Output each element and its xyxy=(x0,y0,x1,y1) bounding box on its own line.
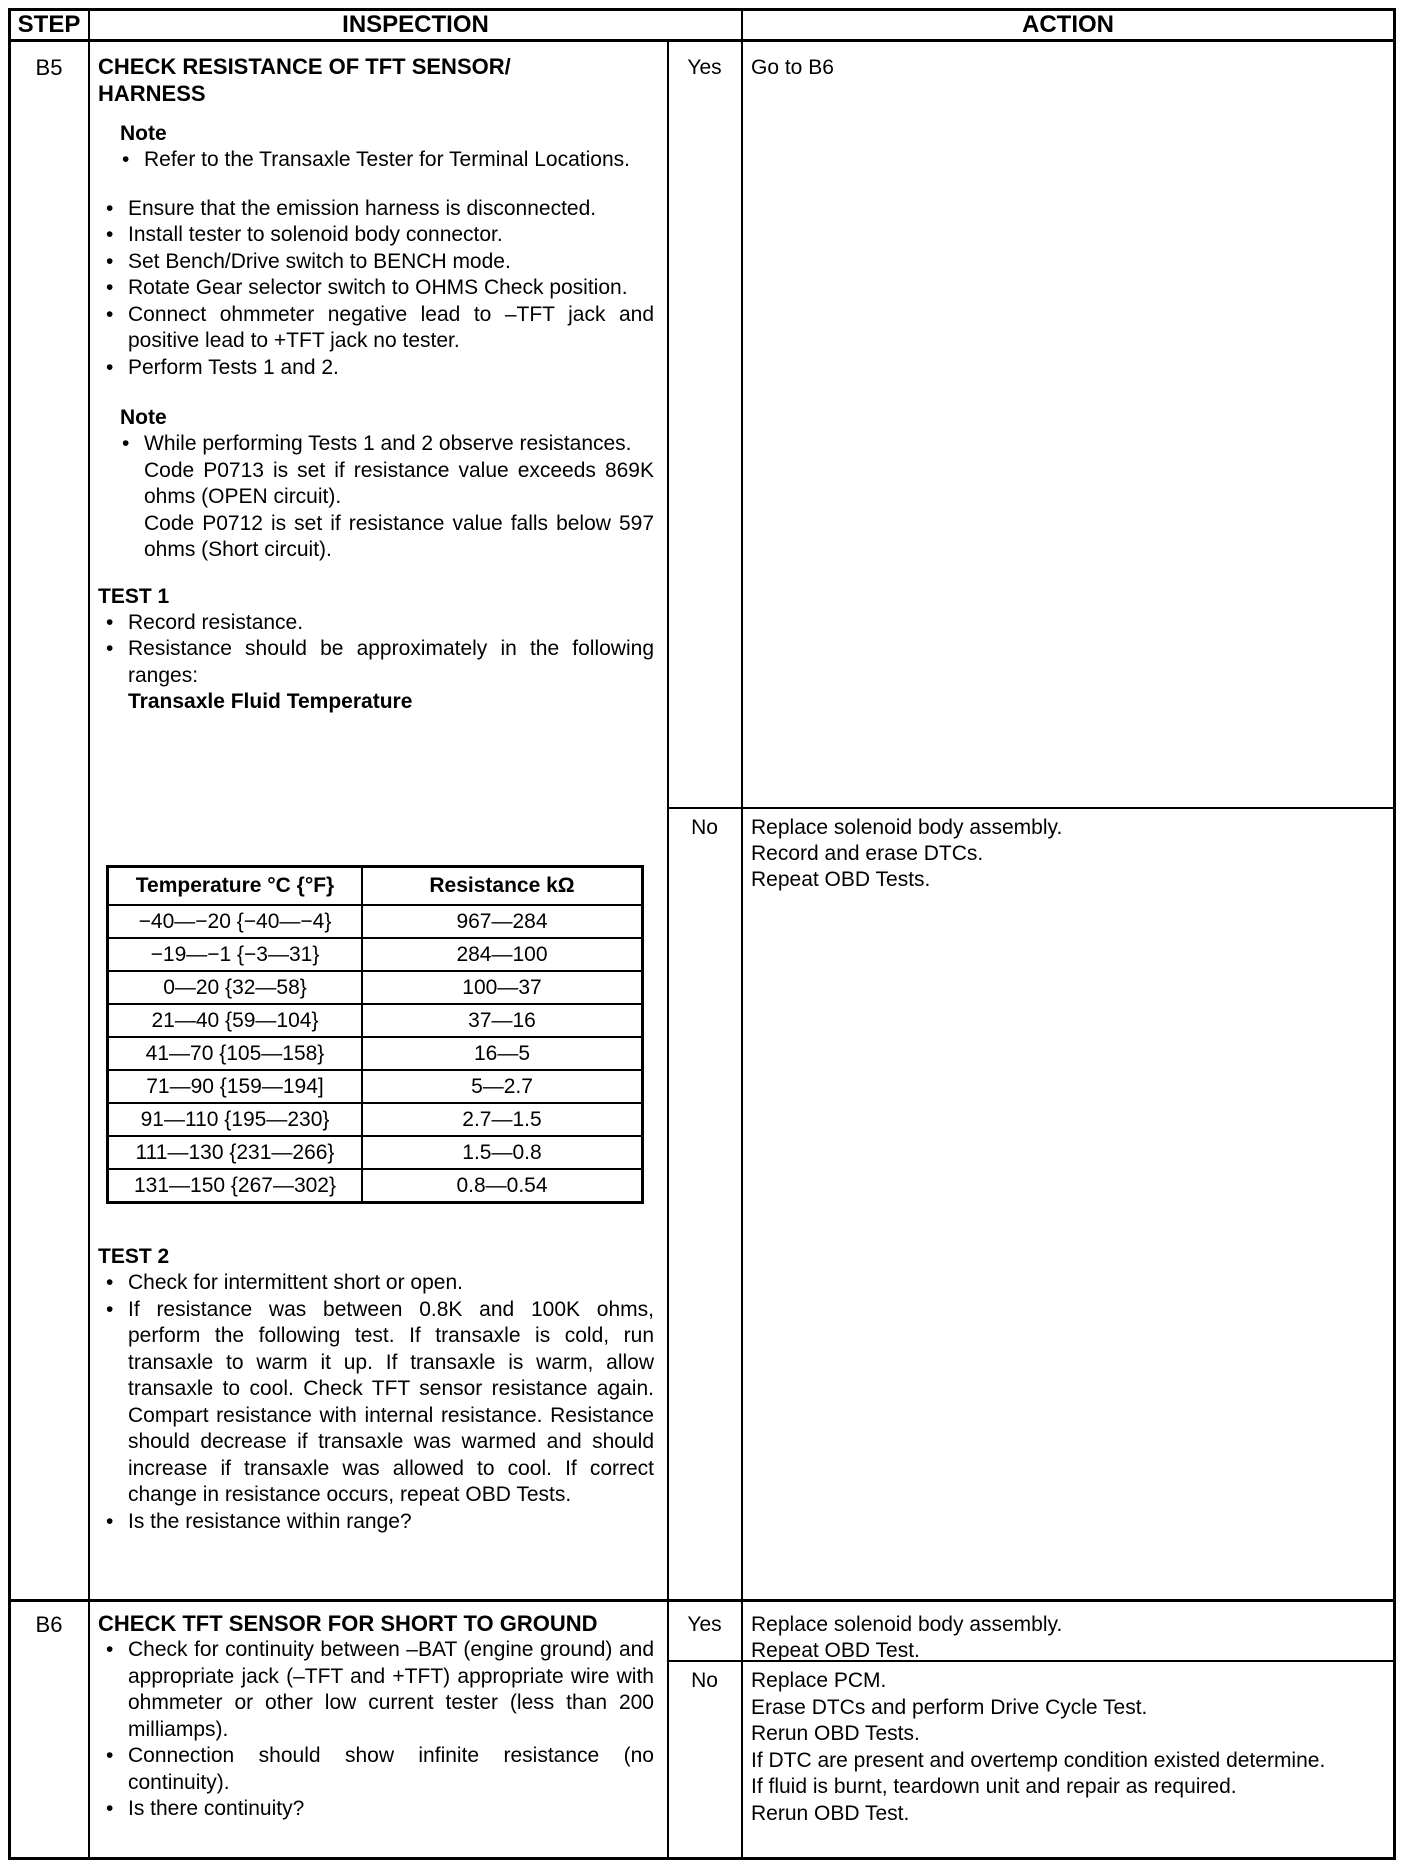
table-row xyxy=(108,905,643,938)
table-border-right xyxy=(1393,8,1396,1860)
b6-list xyxy=(98,1637,654,1823)
table-border-bottom xyxy=(8,1857,1396,1860)
b6-yes-action xyxy=(751,1612,1381,1664)
b5-title-line1: CHECK RESISTANCE OF TFT SENSOR/ xyxy=(98,54,511,79)
header-inspection: INSPECTION xyxy=(342,11,489,38)
action-line: If fluid is burnt, teardown unit and repair as required. xyxy=(751,1775,1237,1798)
list-item: • Check for intermittent short or open. xyxy=(98,1270,654,1297)
note-title: Note xyxy=(120,406,167,429)
note2-text: • While performing Tests 1 and 2 observe resistances. xyxy=(144,432,632,455)
note2-list xyxy=(120,431,654,564)
column-divider-step xyxy=(88,8,90,1860)
table-cell: 131—150 {267—302} xyxy=(108,1169,363,1203)
table-cell: 1.5—0.8 xyxy=(362,1136,643,1169)
list-item: • Record resistance. xyxy=(98,610,654,637)
action-line: Replace solenoid body assembly. xyxy=(751,816,1063,839)
b6-inspection xyxy=(98,1610,654,1823)
action-line: Repeat OBD Tests. xyxy=(751,868,931,891)
table-cell: 91—110 {195—230} xyxy=(108,1103,363,1136)
row-divider-b5-b6 xyxy=(8,1599,1396,1602)
list-item: • Install tester to solenoid body connector. xyxy=(98,222,654,249)
list-item: • Connection should show infinite resistance (no continuity). xyxy=(98,1743,654,1796)
note-title: Note xyxy=(120,122,167,145)
table-row xyxy=(108,1004,643,1037)
b5-note2 xyxy=(98,405,654,564)
list-item: • Is the resistance within range? xyxy=(98,1509,654,1536)
note2-item xyxy=(120,431,654,564)
list-item: • Ensure that the emission harness is disconnected. xyxy=(98,196,654,223)
list-item: • Rotate Gear selector switch to OHMS Check position. xyxy=(98,275,654,302)
table-cell: 16—5 xyxy=(362,1037,643,1070)
column-header-temperature: Temperature °C {°F} xyxy=(108,867,363,906)
table-border-left xyxy=(8,8,11,1860)
action-line: Record and erase DTCs. xyxy=(751,842,984,865)
b6-no-action xyxy=(751,1668,1383,1827)
table-cell: 111—130 {231—266} xyxy=(108,1136,363,1169)
table-row xyxy=(108,1169,643,1203)
table-cell: −40—−20 {−40—−4} xyxy=(108,905,363,938)
action-line: If DTC are present and overtemp condition existed determine. xyxy=(751,1748,1326,1772)
b5-test1 xyxy=(98,584,654,716)
note1-list xyxy=(120,147,654,174)
b6-no-label: No xyxy=(691,1669,718,1692)
b5-no-label: No xyxy=(691,816,718,839)
list-item: • Connect ohmmeter negative lead to –TFT jack and positive lead to +TFT jack no tester. xyxy=(98,302,654,355)
b5-title xyxy=(98,53,654,107)
step-b6: B6 xyxy=(35,1612,63,1637)
column-divider-inspection xyxy=(741,8,743,1860)
table-row xyxy=(108,971,643,1004)
b5-yes-no-divider xyxy=(668,807,1396,809)
table-cell: 71—90 {159—194] xyxy=(108,1070,363,1103)
b5-steps-list xyxy=(98,196,654,382)
test2-title: TEST 2 xyxy=(98,1245,170,1268)
test2-list xyxy=(98,1270,654,1535)
table-row xyxy=(108,1070,643,1103)
table-cell: 284—100 xyxy=(362,938,643,971)
action-line: Rerun OBD Test. xyxy=(751,1801,910,1825)
b5-no-action xyxy=(751,815,1381,893)
test1-title: TEST 1 xyxy=(98,584,170,608)
table-cell: 37—16 xyxy=(362,1004,643,1037)
header-action: ACTION xyxy=(1022,11,1114,38)
b5-yes-action: Go to B6 xyxy=(751,56,834,79)
table-cell: 21—40 {59—104} xyxy=(108,1004,363,1037)
action-line: Replace solenoid body assembly. xyxy=(751,1613,1063,1636)
list-item: • Resistance should be approximately in the following ranges: xyxy=(98,636,654,689)
table-header-row xyxy=(108,867,643,906)
list-item: • Is there continuity? xyxy=(98,1796,654,1823)
note2-code-p0713: Code P0713 is set if resistance value exceeds 869K ohms (OPEN circuit). xyxy=(144,458,654,508)
b5-test2 xyxy=(98,1244,654,1535)
list-item: • Set Bench/Drive switch to BENCH mode. xyxy=(98,249,654,276)
table-cell: −19—−1 {−3—31} xyxy=(108,938,363,971)
column-header-resistance: Resistance kΩ xyxy=(362,867,643,906)
table-cell: 0—20 {32—58} xyxy=(108,971,363,1004)
step-b5: B5 xyxy=(35,55,63,80)
table-row xyxy=(108,1037,643,1070)
b5-inspection xyxy=(98,53,654,715)
table-cell: 2.7—1.5 xyxy=(362,1103,643,1136)
b5-title-line2: HARNESS xyxy=(98,81,206,106)
note1-item: • Refer to the Transaxle Tester for Terminal Locations. xyxy=(120,147,654,174)
note2-code-p0712: Code P0712 is set if resistance value falls below 597 ohms (Short circuit). xyxy=(144,511,654,561)
table-title: Transaxle Fluid Temperature xyxy=(128,690,413,713)
column-divider-yesno xyxy=(667,42,669,1860)
b5-yes-label: Yes xyxy=(687,56,722,79)
b6-title: CHECK TFT SENSOR FOR SHORT TO GROUND xyxy=(98,1611,598,1636)
list-item: • Perform Tests 1 and 2. xyxy=(98,355,654,382)
tft-resistance-table xyxy=(106,865,644,1204)
table-row xyxy=(108,938,643,971)
table-cell: 0.8—0.54 xyxy=(362,1169,643,1203)
table-cell: 967—284 xyxy=(362,905,643,938)
action-line: Erase DTCs and perform Drive Cycle Test. xyxy=(751,1695,1148,1719)
table-cell: 41—70 {105—158} xyxy=(108,1037,363,1070)
header-divider xyxy=(8,39,1396,42)
table-cell: 100—37 xyxy=(362,971,643,1004)
test1-list xyxy=(98,610,654,690)
list-item: • Check for continuity between –BAT (engine ground) and appropriate jack (–TFT and +TFT) appropriate wire with ohmmeter or other low current tester (less than 200 milliamps). xyxy=(98,1637,654,1743)
action-line: Rerun OBD Tests. xyxy=(751,1722,920,1745)
b6-yes-label: Yes xyxy=(687,1613,722,1636)
b5-note1 xyxy=(98,121,654,174)
table-cell: 5—2.7 xyxy=(362,1070,643,1103)
header-step: STEP xyxy=(17,11,81,38)
action-line: Replace PCM. xyxy=(751,1669,887,1692)
table-row xyxy=(108,1103,643,1136)
action-line: Repeat OBD Test. xyxy=(751,1639,920,1662)
table-row xyxy=(108,1136,643,1169)
list-item: • If resistance was between 0.8K and 100K ohms, perform the following test. If transaxle is cold, run transaxle to warm it up. If transaxle is warm, allow transaxle to cool. Check TFT sensor resistance again. Compart resistance with internal resistance. Resistance should decrease if transaxle was warmed and should increase if transaxle was allowed to cool. If correct change in resistance occurs, repeat OBD Tests. xyxy=(98,1297,654,1509)
